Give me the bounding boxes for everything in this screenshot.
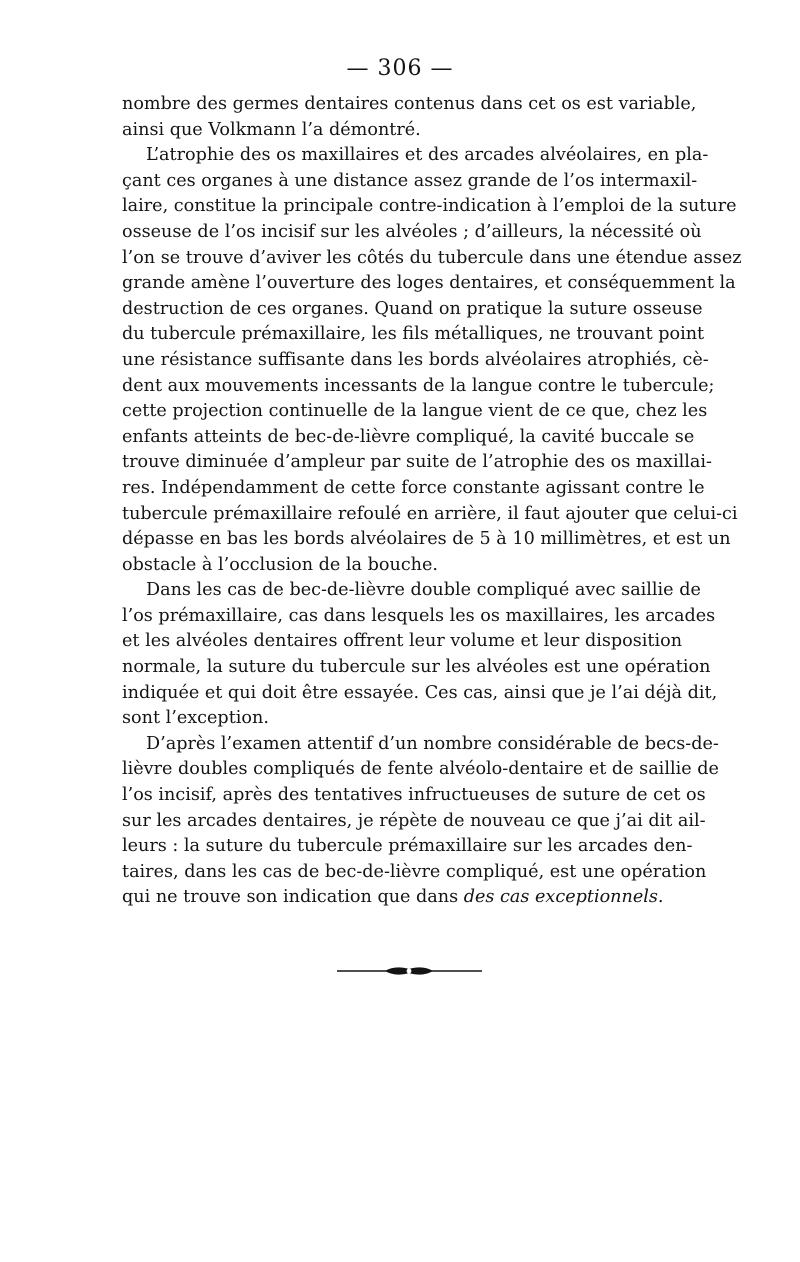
text-line-content: qui ne trouve son indication que dans xyxy=(122,887,459,908)
text-line xyxy=(122,783,706,809)
text-line-content: laire, constitue la principale contre-indication à l’emploi de la suture xyxy=(122,196,737,217)
text-line xyxy=(122,860,707,886)
text-line-content: res. Indépendamment de cette force constante agissant contre le xyxy=(122,477,705,498)
text-line xyxy=(122,322,705,348)
end-ornament xyxy=(337,965,482,977)
page-number: — 306 — xyxy=(346,56,454,81)
text-line xyxy=(122,553,678,579)
text-line-content: l’os prémaxillaire, cas dans lesquels les os maxillaires, les arcades xyxy=(122,605,716,626)
text-line-content: grande amène l’ouverture des loges dentaires, et conséquemment la xyxy=(122,273,736,294)
text-line xyxy=(122,502,738,528)
text-line xyxy=(122,399,708,425)
text-line xyxy=(122,834,693,860)
text-line xyxy=(122,194,737,220)
text-line xyxy=(122,885,678,911)
text-line-content: et les alvéoles dentaires offrent leur volume et leur disposition xyxy=(122,631,683,652)
text-line-content: normale, la suture du tubercule sur les alvéoles est une opération xyxy=(122,657,711,678)
text-line-content: dépasse en bas les bords alvéolaires de 5 à 10 millimètres, et est un xyxy=(122,529,731,550)
text-line-content: indiquée et qui doit être essayée. Ces cas, ainsi que je l’ai déjà dit, xyxy=(122,682,718,703)
text-line xyxy=(122,450,712,476)
text-line-content: trouve diminuée d’ampleur par suite de l’atrophie des os maxillai- xyxy=(122,452,712,473)
text-line-content: çant ces organes à une distance assez grande de l’os intermaxil- xyxy=(122,170,698,191)
text-line xyxy=(122,169,698,195)
text-line-content: leurs : la suture du tubercule prémaxillaire sur les arcades den- xyxy=(122,836,693,857)
text-line xyxy=(122,809,706,835)
text-line-content: osseuse de l’os incisif sur les alvéoles ; d’ailleurs, la nécessité où xyxy=(122,221,702,242)
text-line xyxy=(122,348,709,374)
text-line xyxy=(122,757,719,783)
text-line-content: enfants atteints de bec-de-lièvre compliqué, la cavité buccale se xyxy=(122,426,695,447)
text-line xyxy=(122,374,715,400)
text-line xyxy=(122,655,711,681)
text-line-content: L’atrophie des os maxillaires et des arcades alvéolaires, en pla- xyxy=(146,145,709,166)
text-line xyxy=(122,732,719,758)
text-line-content: nombre des germes dentaires contenus dans cet os est variable, xyxy=(122,94,697,114)
text-line xyxy=(122,476,705,502)
text-line xyxy=(122,297,703,323)
text-line xyxy=(122,118,678,144)
text-line xyxy=(122,143,709,169)
text-line-content: ainsi que Volkmann l’a démontré. xyxy=(122,119,421,140)
text-line xyxy=(122,681,718,707)
text-line-content: cette projection continuelle de la langue vient de ce que, chez les xyxy=(122,401,708,422)
text-line-content: l’os incisif, après des tentatives infructueuses de suture de cet os xyxy=(122,785,706,806)
text-line-content: sur les arcades dentaires, je répète de nouveau ce que j’ai dit ail- xyxy=(122,810,706,831)
text-line-content: du tubercule prémaxillaire, les fils métalliques, ne trouvant point xyxy=(122,324,705,345)
emphasized-text: des cas exceptionnels. xyxy=(463,887,664,908)
text-line xyxy=(122,220,702,246)
text-line xyxy=(122,527,731,553)
text-line-content: lièvre doubles compliqués de fente alvéolo-dentaire et de saillie de xyxy=(122,759,719,780)
text-line-content: D’après l’examen attentif d’un nombre considérable de becs-de- xyxy=(146,733,719,754)
text-line-content: sont l’exception. xyxy=(122,708,269,729)
text-line xyxy=(122,629,683,655)
text-line-content: une résistance suffisante dans les bords alvéolaires atrophiés, cè- xyxy=(122,349,709,370)
text-line xyxy=(122,425,695,451)
text-line xyxy=(122,92,697,118)
text-line xyxy=(122,604,716,630)
text-line-content: dent aux mouvements incessants de la langue contre le tubercule; xyxy=(122,375,715,396)
text-line xyxy=(122,578,701,604)
text-line-content: l’on se trouve d’aviver les côtés du tubercule dans une étendue assez xyxy=(122,247,742,268)
text-line-content: taires, dans les cas de bec-de-lièvre compliqué, est une opération xyxy=(122,861,707,882)
text-line-content: obstacle à l’occlusion de la bouche. xyxy=(122,554,439,575)
text-line-content: Dans les cas de bec-de-lièvre double compliqué avec saillie de xyxy=(146,580,701,601)
text-line xyxy=(122,706,678,732)
text-line xyxy=(122,271,736,297)
text-line-content: tubercule prémaxillaire refoulé en arrière, il faut ajouter que celui-ci xyxy=(122,503,738,524)
text-line-content: destruction de ces organes. Quand on pratique la suture osseuse xyxy=(122,298,703,319)
text-line xyxy=(122,246,742,272)
body-text xyxy=(122,92,742,911)
